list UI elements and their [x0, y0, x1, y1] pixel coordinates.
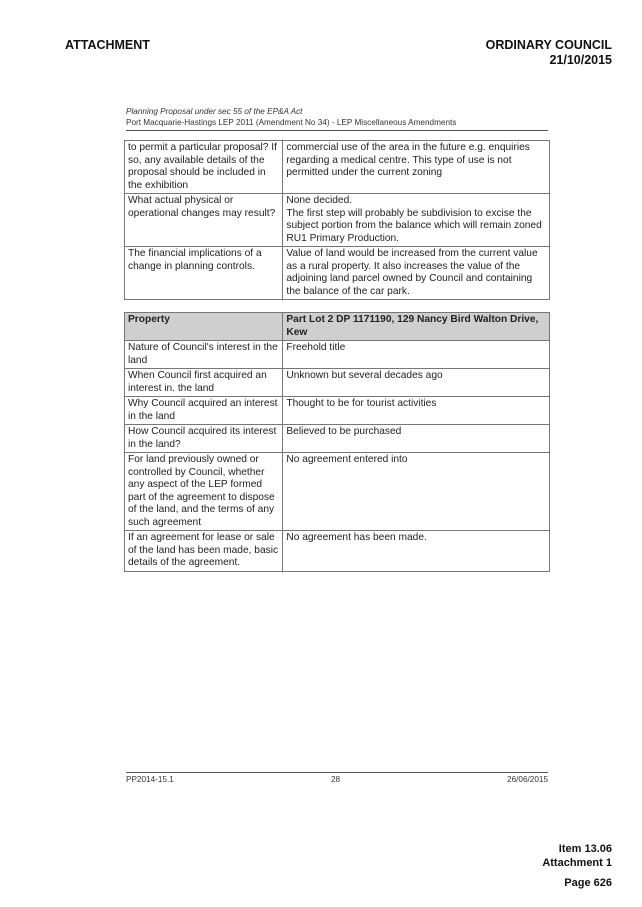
question-cell: When Council first acquired an interest in. the land: [125, 369, 283, 397]
answer-cell: Unknown but several decades ago: [283, 369, 550, 397]
property-header-row: [125, 313, 550, 341]
page-number: Page 626: [564, 877, 612, 889]
footer-reference: PP2014-15.1: [126, 775, 174, 784]
table-row: [125, 341, 550, 369]
question-cell: If an agreement for lease or sale of the land has been made, basic details of the agreement.: [125, 531, 283, 572]
answer-cell: commercial use of the area in the future e.g. enquiries regarding a medical centre. This type of use is not permitted under the current zoning: [283, 141, 550, 194]
table-row: [125, 247, 550, 300]
property-table: [124, 312, 550, 572]
planning-table: [124, 140, 550, 300]
meeting-header: [486, 38, 612, 68]
table-row: [125, 194, 550, 247]
question-cell: Why Council acquired an interest in the land: [125, 397, 283, 425]
document-header-line2: Port Macquarie-Hastings LEP 2011 (Amendment No 34) - LEP Miscellaneous Amendments: [126, 118, 457, 127]
property-value: Part Lot 2 DP 1171190, 129 Nancy Bird Walton Drive, Kew: [283, 313, 550, 341]
answer-cell: Thought to be for tourist activities: [283, 397, 550, 425]
footer-page-number: 28: [331, 775, 341, 784]
table-row: [125, 141, 550, 194]
property-label: Property: [125, 313, 283, 341]
answer-cell: Believed to be purchased: [283, 425, 550, 453]
document-header: [126, 106, 548, 131]
document-footer: [126, 772, 548, 784]
answer-cell: Freehold title: [283, 341, 550, 369]
answer-line: The first step will probably be subdivision to excise the subject portion from the balance which will remain zoned RU1 Primary Production.: [286, 207, 542, 244]
footer-date: 26/06/2015: [507, 775, 548, 784]
answer-line: None decided.: [286, 195, 353, 206]
table-row: [125, 453, 550, 531]
table-row: [125, 531, 550, 572]
answer-cell: No agreement entered into: [283, 453, 550, 531]
attachment-number: Attachment 1: [542, 857, 612, 869]
table-row: [125, 397, 550, 425]
item-reference: [542, 842, 612, 890]
item-number: Item 13.06: [558, 843, 612, 855]
document-header-line1: Planning Proposal under sec 55 of the EP&A Act: [126, 107, 303, 116]
table-row: [125, 425, 550, 453]
table-row: [125, 369, 550, 397]
answer-cell: [283, 194, 550, 247]
question-cell: What actual physical or operational changes may result?: [125, 194, 283, 247]
question-cell: For land previously owned or controlled by Council, whether any aspect of the LEP formed part of the agreement to dispose of the land, and the terms of any such agreement: [125, 453, 283, 531]
question-cell: to permit a particular proposal? If so, any available details of the proposal should be included in the exhibition: [125, 141, 283, 194]
answer-cell: Value of land would be increased from the current value as a rural property. It also increases the value of the adjoining land parcel owned by Council and containing the balance of the car park.: [283, 247, 550, 300]
question-cell: Nature of Council's interest in the land: [125, 341, 283, 369]
answer-cell: No agreement has been made.: [283, 531, 550, 572]
attachment-label: ATTACHMENT: [65, 38, 150, 52]
meeting-name: ORDINARY COUNCIL: [485, 38, 612, 52]
question-cell: The financial implications of a change in planning controls.: [125, 247, 283, 300]
meeting-date: 21/10/2015: [549, 53, 612, 67]
question-cell: How Council acquired its interest in the land?: [125, 425, 283, 453]
